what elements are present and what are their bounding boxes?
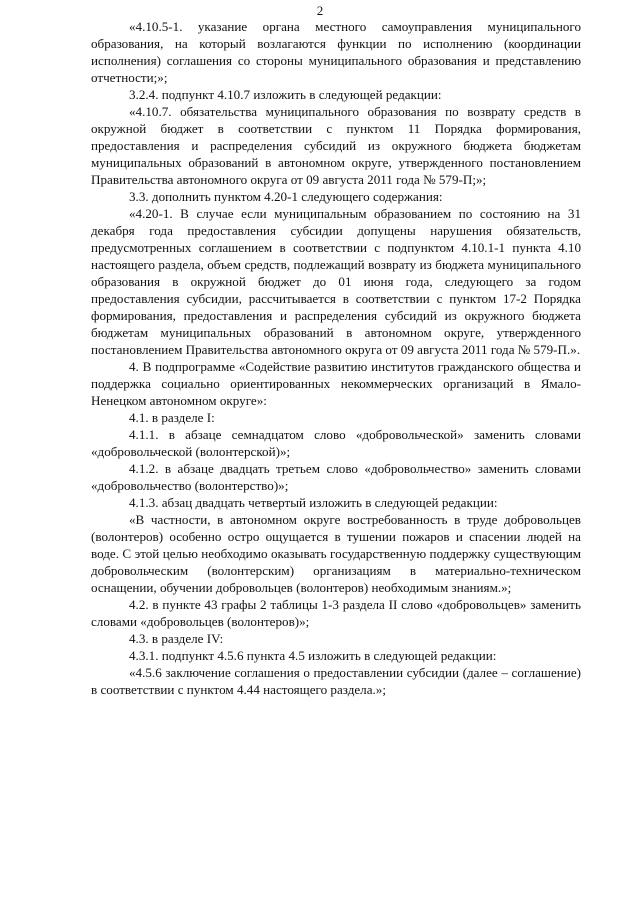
paragraph: 3.2.4. подпункт 4.10.7 изложить в следующей редакции: xyxy=(129,87,442,102)
paragraph: 4. В подпрограмме «Содействие развитию институтов гражданского общества и поддержка социально ориентированных некоммерческих организаций в Ямало-Ненецком автономном округе»: xyxy=(91,359,581,408)
paragraph: 4.3. в разделе IV: xyxy=(129,631,224,646)
document-body xyxy=(91,18,581,698)
paragraph: «4.20-1. В случае если муниципальным образованием по состоянию на 31 декабря года предоставления субсидии допущены нарушения обязательств, предусмотренных соглашением в соответствии с подпунктом 4.10.1-1 пункта 4.10 настоящего раздела, объем средств, подлежащий возврату из бюджета муниципального образования в окружной бюджет до 01 июня года, следующего за годом предоставления субсидии, рассчитывается в соответствии с пунктом 17-2 Порядка формирования, предоставления и распределения субсидий из окружного бюджета бюджетам муниципальных образований в автономном округе, утвержденного постановлением Правительства автономного округа от 09 августа 2011 года № 579-П.». xyxy=(91,206,581,357)
paragraph: «В частности, в автономном округе востребованность в труде добровольцев (волонтеров) особенно остро ощущается в тушении пожаров и спасении людей на воде. С этой целью необходимо оказывать государственную поддержку существующим добровольческим (волонтерским) организациям в материально-техническом оснащении, обучении добровольцев (волонтеров) необходимым знаниям.»; xyxy=(91,512,581,595)
paragraph: «4.5.6 заключение соглашения о предоставлении субсидии (далее – соглашение) в соответствии с пунктом 4.44 настоящего раздела.»; xyxy=(91,665,581,697)
paragraph: 4.1. в разделе I: xyxy=(129,410,215,425)
paragraph: 3.3. дополнить пунктом 4.20-1 следующего содержания: xyxy=(129,189,443,204)
paragraph: 4.2. в пункте 43 графы 2 таблицы 1-3 раздела II слово «добровольцев» заменить словами «добровольцев (волонтеров)»; xyxy=(91,597,581,629)
paragraph: «4.10.5-1. указание органа местного самоуправления муниципального образования, на который возлагаются функции по исполнению (координации исполнения) соглашения со стороны муниципального образования и представлению отчетности;»; xyxy=(91,19,581,85)
page-number: 2 xyxy=(316,3,324,18)
paragraph: 4.3.1. подпункт 4.5.6 пункта 4.5 изложить в следующей редакции: xyxy=(129,648,497,663)
paragraph: 4.1.2. в абзаце двадцать третьем слово «добровольчество» заменить словами «добровольчество (волонтерство)»; xyxy=(91,461,581,493)
paragraph: 4.1.3. абзац двадцать четвертый изложить в следующей редакции: xyxy=(129,495,498,510)
paragraph: «4.10.7. обязательства муниципального образования по возврату средств в окружной бюджет в соответствии с пунктом 11 Порядка формирования, предоставления и распределения субсидий из окружного бюджета бюджетам муниципальных образований в автономном округе, утвержденного постановлением Правительства автономного округа от 09 августа 2011 года № 579-П;»; xyxy=(91,104,581,187)
paragraph: 4.1.1. в абзаце семнадцатом слово «добровольческой» заменить словами «добровольческой (волонтерской)»; xyxy=(91,427,581,459)
